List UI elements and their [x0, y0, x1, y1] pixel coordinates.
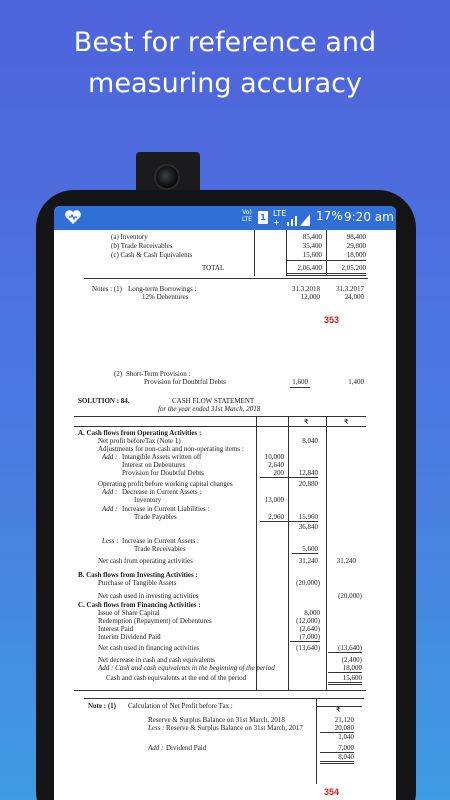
cf-label: Cash and cash equivalents at the end of the period	[106, 674, 247, 682]
cf-value: 5,600	[302, 545, 318, 553]
promo-line-2: measuring accuracy	[88, 68, 362, 99]
balance-row-label: (a) Inventory	[111, 233, 148, 241]
cf-label: Interest on Debentures	[122, 461, 186, 469]
cf-label: Purchase of Tangible Assets	[98, 579, 177, 587]
notes-title: Long-term Borrowings :	[128, 285, 197, 293]
cf-value: 12,840	[298, 469, 318, 477]
cf-label: Intangible Assets written off	[122, 453, 202, 461]
cf-label: Interest Paid	[98, 625, 134, 633]
balance-row-value: 85,400	[302, 233, 322, 241]
notes-label: Notes : (1)	[92, 285, 122, 293]
balance-row-value: 29,800	[346, 242, 366, 250]
page-number-bottom: 354	[324, 787, 340, 797]
cash-flow-subtitle: for the year ended 31st March, 2018	[158, 405, 261, 413]
cf-label: Trade Payables	[134, 513, 177, 521]
cf-value: 36,840	[298, 523, 318, 531]
cf-value: 18,000	[342, 664, 362, 672]
note-value: 8,040	[338, 753, 354, 761]
note-value: 20,080	[334, 724, 354, 732]
lte-indicator: LTE +	[273, 209, 287, 227]
note-less-label: Less :	[148, 724, 165, 732]
cf-value: 31,240	[298, 557, 318, 565]
note-add-label: Add :	[148, 744, 164, 752]
status-bar	[54, 206, 396, 230]
document-page[interactable]	[54, 230, 396, 800]
solution-label: SOLUTION : 84.	[78, 397, 130, 405]
balance-row-value: 18,000	[346, 251, 366, 259]
cf-value: 15,600	[342, 674, 362, 682]
camera-lens	[154, 164, 180, 190]
rupee-symbol: ₹	[304, 418, 309, 426]
rupee-symbol: ₹	[344, 418, 349, 426]
cf-label: Net profit beforeTax (Note 1)	[98, 437, 181, 445]
sim-icon: 1	[258, 211, 268, 224]
short-term-value: 1,600	[292, 378, 308, 386]
balance-row-label: (b) Trade Receivables	[111, 242, 173, 250]
cf-label: Operating profit before working capital changes	[98, 480, 233, 488]
short-term-label: (2)	[114, 370, 123, 378]
notes-date: 31.3.2017	[336, 285, 364, 293]
balance-total-label: TOTAL	[202, 264, 225, 272]
short-term-value: 1,400	[348, 378, 364, 386]
cf-add-label: Add :	[102, 505, 118, 513]
cf-value: 15,960	[298, 513, 318, 521]
short-term-title: Short-Term Provision :	[126, 370, 191, 378]
balance-total-value: 2,06,400	[297, 264, 322, 272]
cf-value: 13,000	[264, 496, 284, 504]
note-label: Reserve & Surplus Balance on 31st March, 2018	[148, 716, 285, 724]
cf-value: (20,000)	[338, 592, 362, 600]
note-label: Reserve & Surplus Balance on 31st March, 2017	[166, 724, 303, 732]
cf-value: 20,880	[298, 480, 318, 488]
cf-label: Increase in Current Liabilities :	[122, 505, 210, 513]
cf-label: Provision for Doubtful Debts	[122, 469, 204, 477]
page-number-top: 353	[324, 315, 340, 325]
cf-label: Increase in Current Assets :	[122, 537, 199, 545]
notes-date: 31.3.2018	[292, 285, 320, 293]
section-c-heading: C. Cash flows from Financing Activities :	[78, 601, 201, 609]
rupee-symbol: ₹	[336, 706, 341, 714]
cf-value: 10,000	[264, 453, 284, 461]
cf-value: (2,640)	[299, 625, 320, 633]
cf-value: 31,240	[336, 557, 356, 565]
promo-line-1: Best for reference and	[73, 27, 377, 58]
battery-percentage: 17%	[316, 209, 343, 223]
cf-label: Issue of Share Capital	[98, 609, 160, 617]
note-value: 7,000	[338, 744, 354, 752]
section-a-heading: A. Cash flows from Operating Activities :	[78, 429, 202, 437]
cf-value: (13,640)	[338, 644, 362, 652]
cf-value: (2,400)	[341, 656, 362, 664]
heart-icon	[64, 209, 82, 229]
cf-label: Interim Dividend Paid	[98, 633, 161, 641]
cf-add-label: Add :	[102, 488, 118, 496]
cf-label: Redemption (Repayment) of Debentures	[98, 617, 212, 625]
balance-row-value: 98,400	[346, 233, 366, 241]
clock: 9:20 am	[344, 210, 394, 224]
note-calc-label: Note : (1)	[88, 702, 116, 710]
section-b-heading: B. Cash flows from Investing Activities :	[78, 571, 198, 579]
notes-item: 12% Debentures	[142, 293, 189, 301]
cf-value: 200	[273, 469, 284, 477]
cf-value: (12,000)	[296, 617, 320, 625]
notes-value: 24,000	[344, 293, 364, 301]
promo-headline	[0, 22, 450, 104]
short-term-item: Provision for Doubtful Debts	[144, 378, 226, 386]
cf-label: Net decrease in cash and cash equivalents	[98, 656, 216, 664]
balance-total-value: 2,05,200	[341, 264, 366, 272]
balance-row-value: 35,400	[302, 242, 322, 250]
phone-screen[interactable]	[54, 206, 396, 800]
cf-label: Add : Cash and cash equivalents in the beginning of the period	[98, 664, 275, 672]
cf-label: Trade Receivables	[134, 545, 186, 553]
note-value: 1,040	[338, 733, 354, 741]
cf-value: (20,000)	[296, 579, 320, 587]
cf-value: 2,960	[268, 513, 284, 521]
cash-flow-title: CASH FLOW STATEMENT	[172, 397, 255, 405]
balance-row-label: (c) Cash & Cash Equivalents	[111, 251, 193, 259]
cf-label: Inventory	[134, 496, 162, 504]
cf-label: Decrease in Current Assets :	[122, 488, 202, 496]
cf-value: (7,000)	[299, 633, 320, 641]
cf-label: Net cash used in financing activities	[98, 644, 200, 652]
cf-add-label: Add :	[102, 453, 118, 461]
note-calc-title: Calculation of Net Profit before Tax :	[128, 702, 233, 710]
volte-indicator: Vo) LTE	[242, 209, 252, 223]
note-label: Dividend Paid	[166, 744, 207, 752]
cf-label: Net cash used in investing activities	[98, 592, 199, 600]
cf-label: Net cash from operating activities	[98, 557, 193, 565]
cf-value: (13,640)	[296, 644, 320, 652]
notes-value: 12,000	[300, 293, 320, 301]
cf-value: 8,000	[304, 609, 320, 617]
cf-value: 8,040	[302, 437, 318, 445]
balance-row-value: 15,600	[302, 251, 322, 259]
cf-value: 2,640	[268, 461, 284, 469]
signal-icon	[287, 211, 311, 230]
note-value: 21,120	[334, 716, 354, 724]
cf-less-label: Less :	[102, 537, 119, 545]
cf-label: Adjustments for non-cash and non-operating items :	[98, 445, 244, 453]
